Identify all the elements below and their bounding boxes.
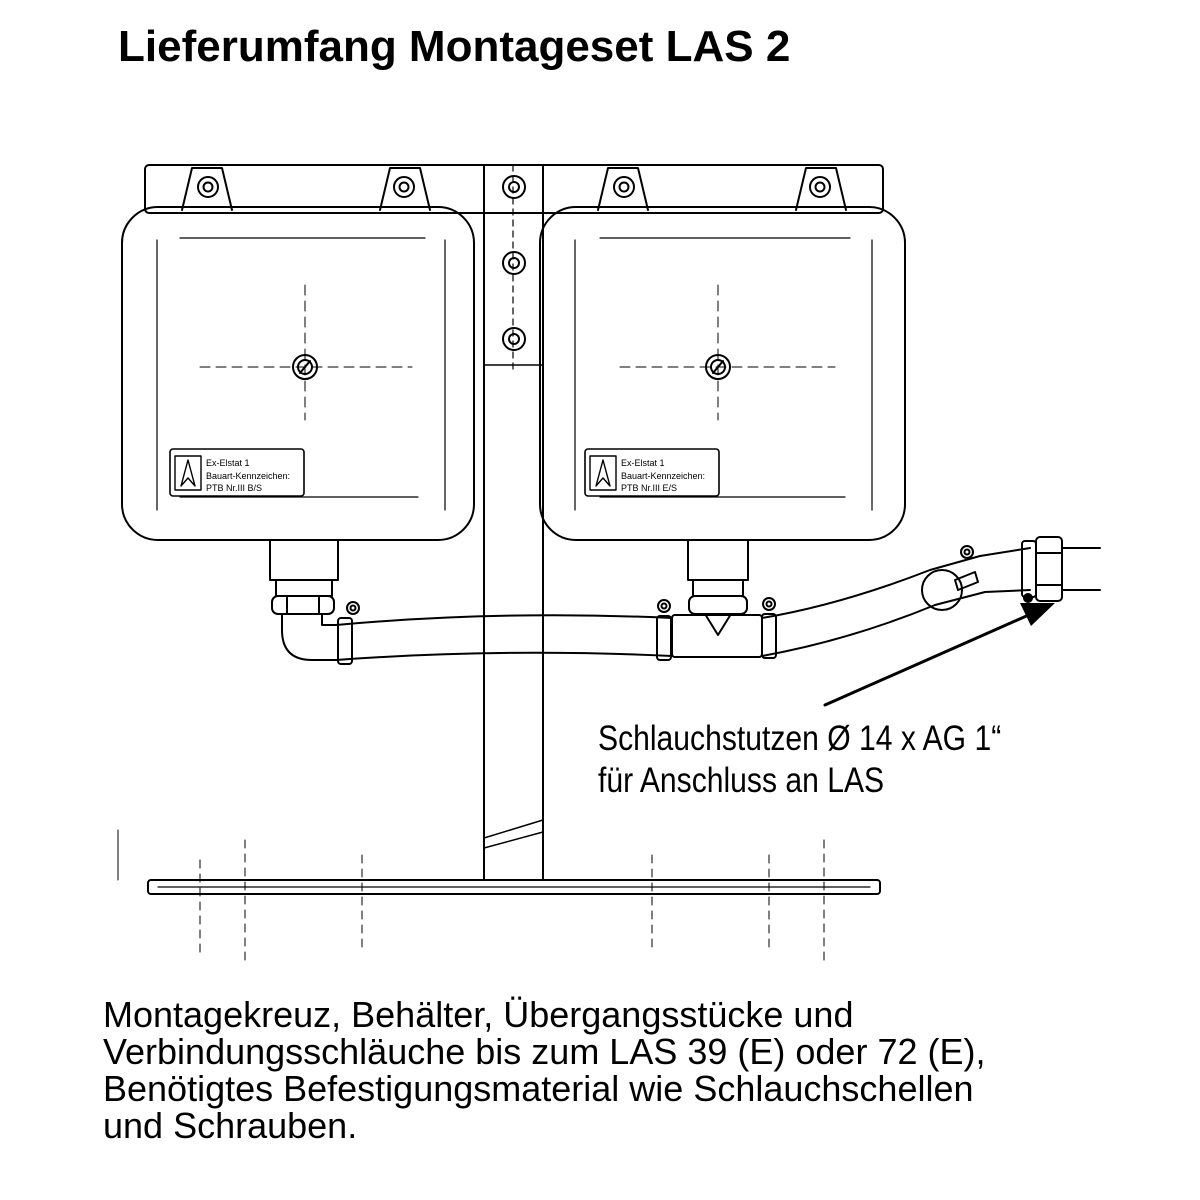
hose-nozzle xyxy=(1022,537,1100,602)
description-line-3: Benötigtes Befestigungsmaterial wie Schlauchschellen xyxy=(103,1068,974,1109)
plate-left-line3: PTB Nr.III B/S xyxy=(206,483,263,493)
plate-right-line2: Bauart-Kennzeichen: xyxy=(621,471,706,481)
callout-arrow xyxy=(825,610,1040,705)
callout-line-2: für Anschluss an LAS xyxy=(598,761,885,800)
description-line-2: Verbindungsschläuche bis zum LAS 39 (E) oder 72 (E), xyxy=(103,1031,986,1072)
arrow-head-icon xyxy=(1020,603,1055,626)
outlet-fitting-left xyxy=(270,540,338,614)
bracket-bolt-icon xyxy=(182,168,846,210)
base-plate xyxy=(118,830,880,894)
post-bolt-icon xyxy=(503,176,525,350)
plate-left-line2: Bauart-Kennzeichen: xyxy=(206,471,291,481)
description-line-1: Montagekreuz, Behälter, Übergangsstücke und xyxy=(103,994,854,1035)
description xyxy=(103,996,985,1144)
description-line-4: und Schrauben. xyxy=(103,1105,358,1146)
hose-clamp-icon xyxy=(338,546,978,664)
elbow-fitting xyxy=(282,614,336,660)
tee-fitting xyxy=(672,540,762,657)
base-centerlines xyxy=(200,840,824,965)
plate-right-line1: Ex-Elstat 1 xyxy=(621,458,665,468)
hose xyxy=(336,548,1030,660)
plate-right-line3: PTB Nr.III E/S xyxy=(621,483,678,493)
callout-line-1: Schlauchstutzen Ø 14 x AG 1“ xyxy=(598,719,1002,758)
mounting-post xyxy=(484,165,543,880)
mounting-rail xyxy=(145,165,883,213)
page-title: Lieferumfang Montageset LAS 2 xyxy=(118,22,791,71)
plate-left-line1: Ex-Elstat 1 xyxy=(206,458,250,468)
callout-label xyxy=(598,718,1001,802)
